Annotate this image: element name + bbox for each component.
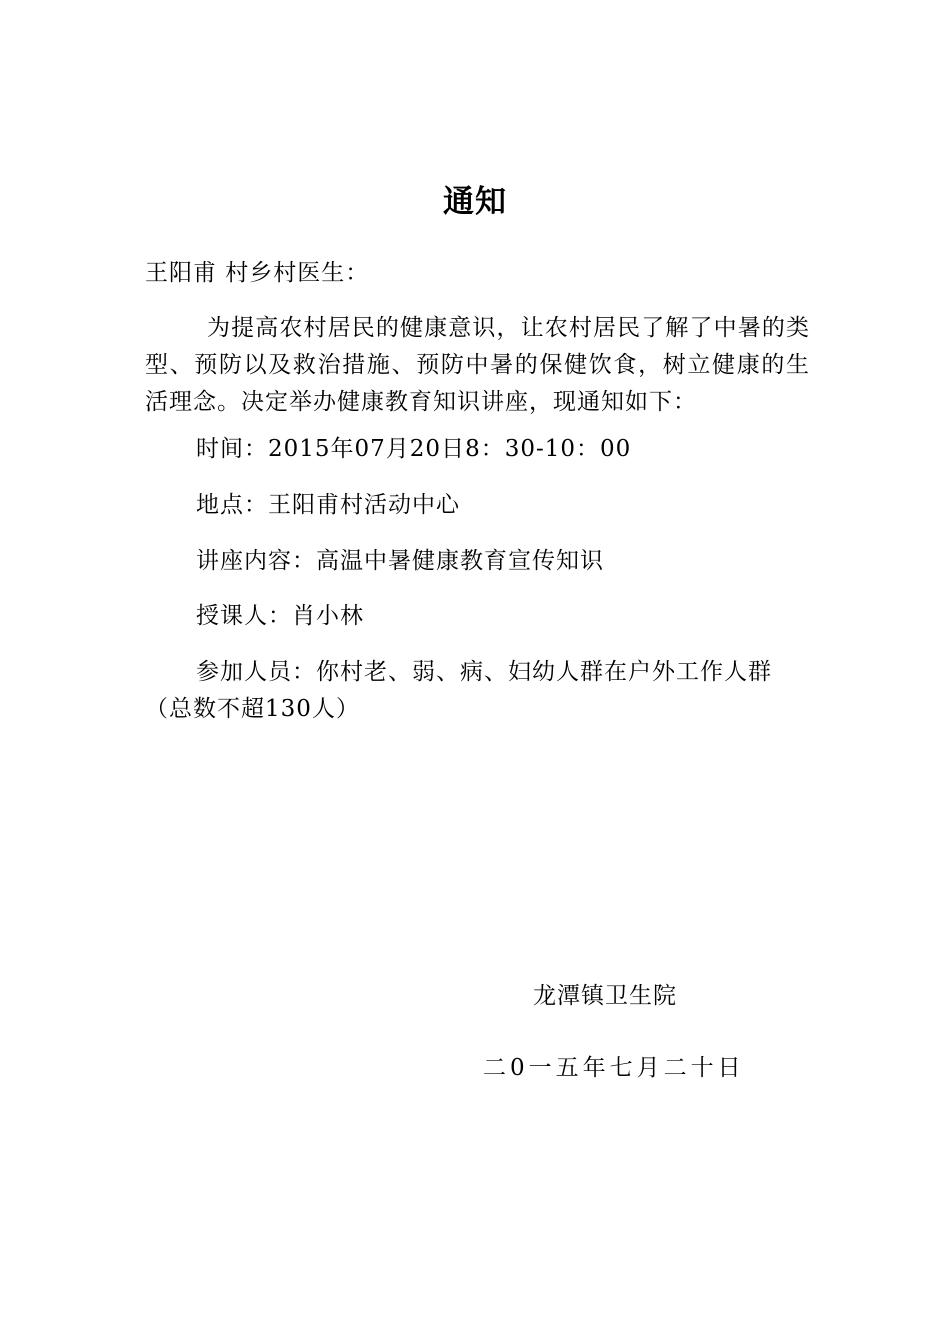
detail-place: 地点：王阳甫村活动中心 [196,492,460,518]
salutation: 王阳甫 村乡村医生： [145,260,370,286]
detail-participants: 参加人员：你村老、弱、病、妇幼人群在户外工作人群（总数不超130人） [145,659,772,722]
signature-date: 二0一五年七月二十日 [483,1055,745,1081]
body-paragraph: 为提高农村居民的健康意识，让农村居民了解了中暑的类型、预防以及救治措施、预防中暑的保健饮食，树立健康的生活理念。决定举办健康教育知识讲座，现通知如下： [145,315,810,415]
detail-content: 讲座内容：高温中暑健康教育宣传知识 [196,548,604,574]
page-title: 通知 [443,184,507,220]
detail-teacher: 授课人：肖小林 [196,603,364,629]
signature-organization: 龙潭镇卫生院 [533,983,677,1009]
detail-time: 时间：2015年07月20日8：30-10：00 [196,436,632,462]
